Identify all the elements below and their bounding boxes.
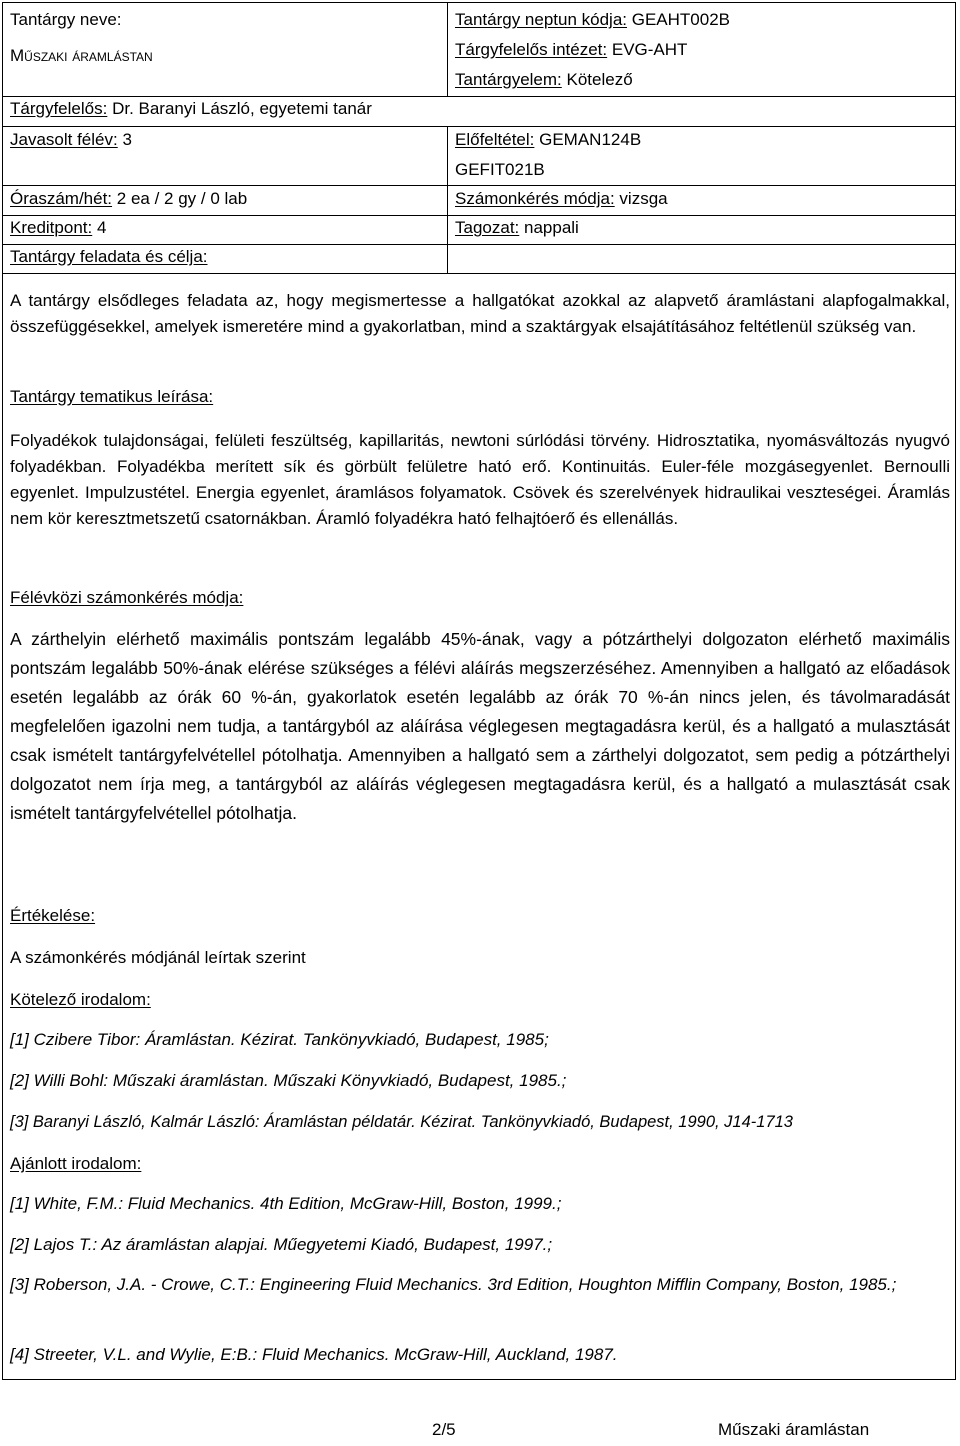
prereq-label: Előfeltétel: xyxy=(455,130,535,149)
required-ref-2: [2] Willi Bohl: Műszaki áramlástan. Műszaki Könyvkiadó, Budapest, 1985.; xyxy=(10,1071,567,1090)
prereq-value: GEMAN124B xyxy=(539,130,642,149)
hours-label: Óraszám/hét: xyxy=(10,189,113,208)
recommended-ref-4: [4] Streeter, V.L. and Wylie, E:B.: Fluid Mechanics. McGraw-Hill, Auckland, 1987. xyxy=(10,1345,618,1364)
divider xyxy=(2,244,956,245)
divider xyxy=(2,215,956,216)
element-label: Tantárgyelem: xyxy=(455,70,562,89)
responsible-row xyxy=(10,99,372,119)
responsible-label: Tárgyfelelős: xyxy=(10,99,108,118)
recommended-ref-2: [2] Lajos T.: Az áramlástan alapjai. Műegyetemi Kiadó, Budapest, 1997.; xyxy=(10,1235,553,1254)
credit-row xyxy=(10,218,106,238)
neptun-label: Tantárgy neptun kódja: xyxy=(455,10,628,29)
divider xyxy=(447,126,448,273)
recommended-ref-3: [3] Roberson, J.A. - Crowe, C.T.: Engineering Fluid Mechanics. 3rd Edition, Houghton Mifflin Company, Boston, 1985.; xyxy=(10,1275,897,1294)
credit-label: Kreditpont: xyxy=(10,218,93,237)
page-number: 2/5 xyxy=(432,1420,456,1439)
recommended-ref-1: [1] White, F.M.: Fluid Mechanics. 4th Edition, McGraw-Hill, Boston, 1999.; xyxy=(10,1194,562,1213)
hours-row xyxy=(10,189,247,209)
midterm-heading: Félévközi számonkérés módja: xyxy=(10,588,244,607)
element-row xyxy=(455,70,633,90)
exam-label: Számonkérés módja: xyxy=(455,189,615,208)
track-label: Tagozat: xyxy=(455,218,520,237)
institute-value: EVG-AHT xyxy=(611,40,688,59)
prereq-row xyxy=(455,130,641,150)
semester-row xyxy=(10,130,132,150)
prereq-value-2: GEFIT021B xyxy=(455,160,545,179)
credit-value: 4 xyxy=(96,218,107,237)
track-row xyxy=(455,218,579,238)
exam-row xyxy=(455,189,668,209)
semester-label: Javasolt félév: xyxy=(10,130,118,149)
semester-value: 3 xyxy=(122,130,132,149)
exam-value: vizsga xyxy=(619,189,668,208)
divider xyxy=(447,2,448,96)
required-ref-1: [1] Czibere Tibor: Áramlástan. Kézirat. Tankönyvkiadó, Budapest, 1985; xyxy=(10,1030,549,1049)
footer-title: Műszaki áramlástan xyxy=(718,1420,870,1439)
neptun-value: GEAHT002B xyxy=(631,10,731,29)
required-ref-3: [3] Baranyi László, Kalmár László: Áramlástan példatár. Kézirat. Tankönyvkiadó, Budapest, 1990, J14-1713 xyxy=(10,1113,793,1131)
track-value: nappali xyxy=(524,218,579,237)
thematic-text: Folyadékok tulajdonságai, felületi feszültség, kapillaritás, newtoni súrlódási törvény. Hidrosztatika, nyomásváltozás nyugvó folyadékban. Folyadékba merített sík és görbült felületre ható erő. Kontinuitás. Euler-féle mozgásegyenlet. Bernoulli egyenlet. Impulzustétel. Energia egyenlet, áramlásos folyamatok. Csövek és szerelvények hidraulikai veszteségei. Áramlás nem kör keresztmetszetű csatornákban. Áramló folyadékra ható felhajtóerő és ellenállás. xyxy=(10,431,950,528)
element-value: Kötelező xyxy=(566,70,633,89)
recommended-heading: Ajánlott irodalom: xyxy=(10,1154,142,1173)
divider xyxy=(2,96,956,97)
responsible-value: Dr. Baranyi László, egyetemi tanár xyxy=(112,99,372,118)
evaluation-text: A számonkérés módjánál leírtak szerint xyxy=(10,948,306,967)
thematic-heading: Tantárgy tematikus leírása: xyxy=(10,387,214,406)
institute-label: Tárgyfelelős intézet: xyxy=(455,40,608,59)
required-heading: Kötelező irodalom: xyxy=(10,990,151,1009)
divider xyxy=(2,185,956,186)
neptun-row xyxy=(455,10,730,30)
hours-value: 2 ea / 2 gy / 0 lab xyxy=(116,189,248,208)
midterm-text: A zárthelyin elérhető maximális pontszám legalább 45%-ának, vagy a pótzárthelyi dolgozaton elérhető maximális pontszám legalább 50%-ának elérése szükséges a félévi aláírás megszerzéséhez. Amennyiben a hallgató az előadások esetén legalább az órák 60 %-án, gyakorlatok esetén legalább az órák 70 %-án nincs jelen, és távolmaradását megfelelően igazolni nem tudja, a tantárgyból az aláírása véglegesen megtagadásra kerül, és a hallgató a mulasztását csak ismételt tantárgyfelvétellel pótolhatja. Amennyiben a hallgató sem a zárthelyi dolgozatot, sem pedig a pótzárthelyi dolgozatot nem írja meg, a tantárgyból az aláírás véglegesen megtagadásra kerül, és a hallgató a mulasztását csak ismételt tantárgyfelvétellel pótolhatja. xyxy=(10,629,950,823)
divider xyxy=(2,273,956,274)
institute-row xyxy=(455,40,687,60)
task-label: Tantárgy feladata és célja: xyxy=(10,247,208,266)
subject-name-value: Műszaki áramlástan xyxy=(10,46,153,65)
divider xyxy=(2,126,956,127)
goal-text: A tantárgy elsődleges feladata az, hogy megismertesse a hallgatókat azokkal az alapvető áramlástani alapfogalmakkal, összefüggésekkel, amelyek ismeretére mind a gyakorlatban, mind a szaktárgyak elsajátításához feltétlenül szükség van. xyxy=(10,291,950,336)
subject-name-label: Tantárgy neve: xyxy=(10,10,122,29)
evaluation-heading: Értékelése: xyxy=(10,906,96,925)
